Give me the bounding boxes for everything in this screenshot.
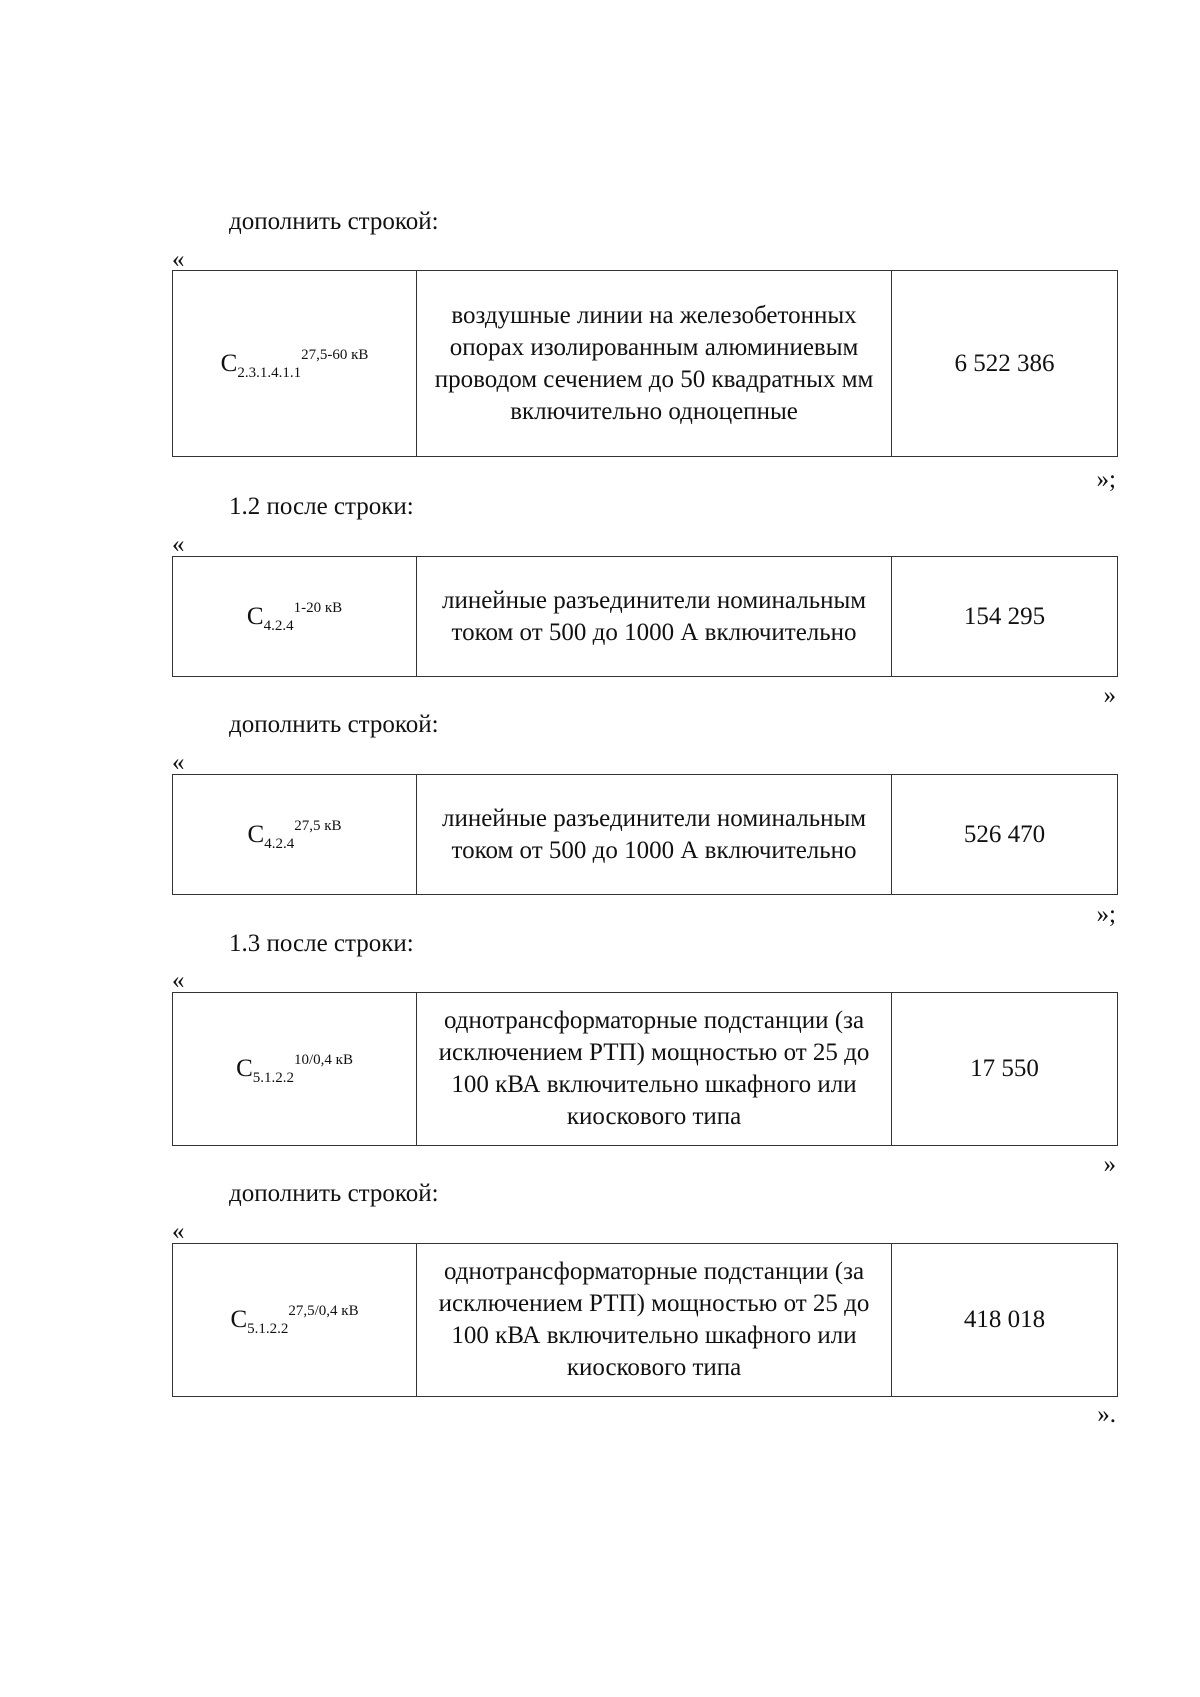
value-cell: 526 470	[892, 775, 1118, 895]
opening-quote: «	[172, 749, 185, 776]
rate-code-base: С	[247, 820, 265, 848]
closing-quote: »	[1103, 1151, 1116, 1178]
table-row	[173, 557, 1118, 677]
rate-code-base: С	[246, 602, 264, 630]
amendment-table	[172, 992, 1118, 1146]
closing-quote: ».	[1097, 1401, 1116, 1428]
amendment-instruction: дополнить строкой:	[229, 711, 439, 738]
amendment-table	[172, 774, 1118, 895]
opening-quote: «	[172, 246, 185, 273]
description-cell: однотрансформаторные подстанции (за исключением РТП) мощностью от 25 до 100 кВА включительно шкафного или киоскового типа	[417, 1244, 892, 1397]
rate-code-index: 4.2.4	[263, 617, 294, 634]
rate-code-cell	[173, 993, 417, 1146]
rate-code-cell	[173, 775, 417, 895]
value-cell: 6 522 386	[892, 271, 1118, 457]
rate-code-base: С	[220, 349, 238, 377]
amendment-instruction: 1.3 после строки:	[229, 930, 414, 957]
rate-code-voltage: 10/0,4 кВ	[294, 1052, 353, 1068]
description-cell: линейные разъединители номинальным током от 500 до 1000 А включительно	[417, 557, 892, 677]
rate-code-voltage: 27,5 кВ	[294, 817, 342, 834]
opening-quote: «	[172, 967, 185, 994]
closing-quote: »	[1103, 682, 1116, 709]
rate-code-index: 4.2.4	[264, 835, 295, 852]
rate-code-index: 5.1.2.2	[252, 1070, 294, 1086]
opening-quote: «	[172, 1218, 185, 1245]
table-row	[173, 993, 1118, 1146]
closing-quote: »;	[1096, 901, 1116, 928]
description-cell: линейные разъединители номинальным током от 500 до 1000 А включительно	[417, 775, 892, 895]
table-row	[173, 1244, 1118, 1397]
rate-code-voltage: 1-20 кВ	[293, 599, 343, 616]
description-cell: воздушные линии на железобетонных опорах изолированным алюминиевым проводом сечением до 50 квадратных мм включительно одноцепные	[417, 271, 892, 457]
value-cell: 418 018	[892, 1244, 1118, 1397]
amendment-table	[172, 556, 1118, 677]
amendment-instruction: дополнить строкой:	[229, 1180, 439, 1207]
rate-code-cell	[173, 271, 417, 457]
rate-code-index: 2.3.1.4.1.1	[237, 364, 302, 381]
rate-code-voltage: 27,5/0,4 кВ	[288, 1303, 359, 1319]
rate-code-cell	[173, 557, 417, 677]
amendment-instruction: дополнить строкой:	[229, 208, 439, 235]
table-row	[173, 775, 1118, 895]
rate-code-voltage: 27,5-60 кВ	[301, 346, 369, 363]
value-cell: 154 295	[892, 557, 1118, 677]
amendment-instruction: 1.2 после строки:	[229, 493, 414, 520]
opening-quote: «	[172, 531, 185, 558]
rate-code-cell	[173, 1244, 417, 1397]
rate-code-base: С	[236, 1055, 253, 1082]
amendment-table	[172, 1243, 1118, 1397]
table-row	[173, 271, 1118, 457]
rate-code-index: 5.1.2.2	[247, 1321, 289, 1337]
rate-code-base: С	[230, 1306, 248, 1333]
closing-quote: »;	[1096, 466, 1116, 493]
amendment-table	[172, 270, 1118, 457]
value-cell: 17 550	[892, 993, 1118, 1146]
description-cell: однотрансформаторные подстанции (за исключением РТП) мощностью от 25 до 100 кВА включительно шкафного или киоскового типа	[417, 993, 892, 1146]
